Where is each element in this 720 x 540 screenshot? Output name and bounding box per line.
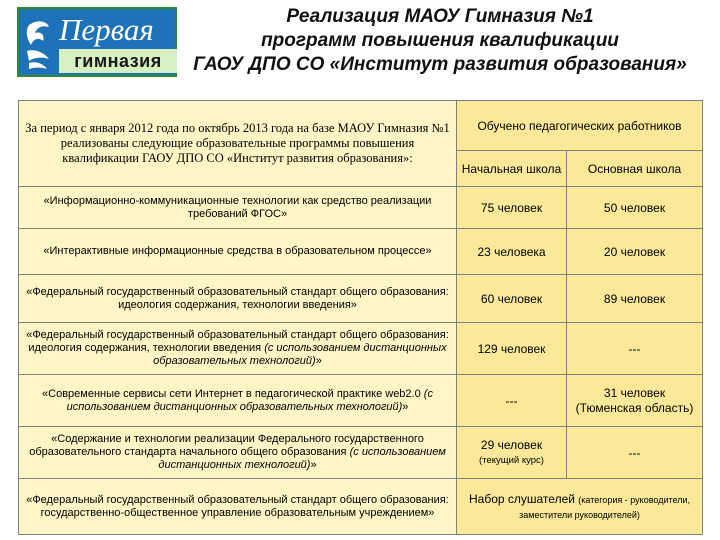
basic-count: 50 человек	[567, 187, 703, 229]
table-row	[19, 479, 703, 535]
col-header-basic: Основная школа	[567, 151, 703, 187]
program-name-main: «Современные сервисы сети Интернет в педагогической практике web2.0	[42, 387, 421, 400]
programs-table	[18, 100, 702, 534]
program-name-main: «Содержание и технологии реализации Федерального государственного образовательного стандарта начального общего образования	[29, 433, 424, 458]
program-delivery-note: (с использованием дистанционных технологий)	[158, 446, 446, 471]
program-delivery-note: (с использованием дистанционных образовательных технологий)	[153, 342, 447, 367]
bird-hand-icon	[23, 15, 53, 73]
gymnasium-logo	[17, 7, 177, 77]
table-row	[19, 275, 703, 323]
intro-text: За период с января 2012 года по октябрь 2013 года на базе МАОУ Гимназия №1 реализованы следующие образовательные программы повышения квалификации ГАОУ ДПО СО «Институт развития образования»:	[19, 101, 457, 187]
table-row	[19, 187, 703, 229]
program-name: «Информационно-коммуникационные технологии как средство реализации требований ФГОС»	[19, 187, 457, 229]
primary-count: 23 человека	[457, 229, 567, 275]
basic-count: 20 человек	[567, 229, 703, 275]
col-header-primary: Начальная школа	[457, 151, 567, 187]
primary-count: ---	[457, 375, 567, 427]
recruitment-label: Набор слушателей	[469, 491, 575, 506]
basic-count: ---	[567, 323, 703, 375]
logo-word-gimnaziya: гимназия	[59, 49, 177, 73]
trained-header: Обучено педагогических работников	[457, 101, 703, 151]
program-name-end: »	[402, 400, 409, 413]
primary-count-note: (текущий курс)	[479, 454, 544, 466]
program-name: «Федеральный государственный образовательный стандарт общего образования: идеология содержания, технологии введения»	[19, 275, 457, 323]
program-delivery-note: (с использованием дистанционных образовательных технологий)	[66, 387, 433, 413]
table-row	[19, 323, 703, 375]
basic-count-note: (Тюменская область)	[575, 400, 694, 415]
program-name	[19, 375, 457, 427]
program-name: «Интерактивные информационные средства в образовательном процессе»	[19, 229, 457, 275]
logo-word-pervaya: Первая	[59, 12, 154, 47]
primary-count: 60 человек	[457, 275, 567, 323]
title-line-2: программ повышения квалификации	[261, 30, 619, 51]
title-line-1: Реализация МАОУ Гимназия №1	[286, 6, 594, 27]
basic-count: 89 человек	[567, 275, 703, 323]
recruitment-status	[457, 479, 703, 535]
title-line-3: ГАОУ ДПО СО «Институт развития образования»	[193, 54, 687, 75]
program-name	[19, 427, 457, 479]
primary-count	[457, 427, 567, 479]
page-title	[180, 5, 700, 77]
recruitment-category: (категория - руководители, заместители руководителей)	[519, 494, 690, 520]
table-row	[19, 229, 703, 275]
primary-count-value: 29 человек	[480, 437, 543, 452]
basic-count	[567, 375, 703, 427]
program-name: «Федеральный государственный образовательный стандарт общего образования: государственно-общественное управление образовательным учреждением»	[19, 479, 457, 535]
basic-count-value: 31 человек	[603, 385, 666, 400]
program-name-end: »	[310, 459, 317, 471]
program-name	[19, 323, 457, 375]
basic-count: ---	[567, 427, 703, 479]
primary-count: 129 человек	[457, 323, 567, 375]
table-row	[19, 375, 703, 427]
primary-count: 75 человек	[457, 187, 567, 229]
program-name-end: »	[315, 355, 322, 367]
program-name-main: «Федеральный государственный образовательный стандарт общего образования: идеология содержания, технологии введения	[26, 329, 449, 354]
table-row	[19, 427, 703, 479]
